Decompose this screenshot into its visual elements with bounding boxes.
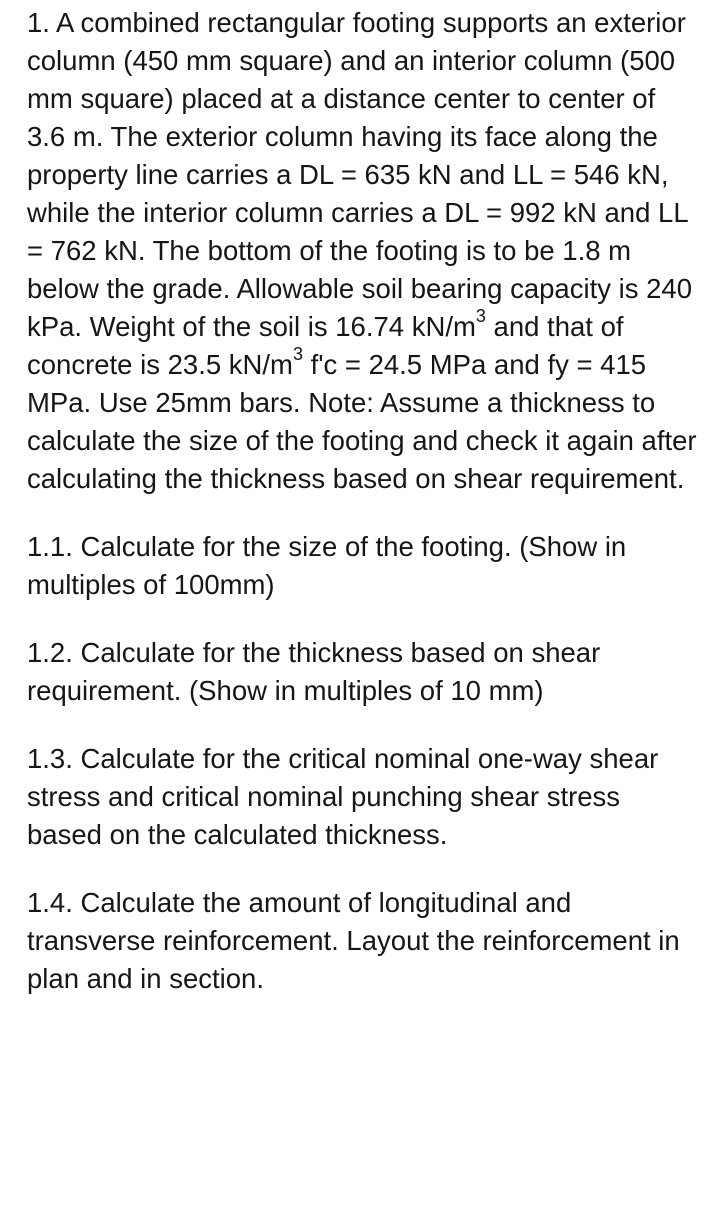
unit-exponent: 3 bbox=[292, 343, 303, 364]
problem-statement bbox=[27, 4, 697, 498]
document-body bbox=[27, 4, 697, 998]
question-1-3: 1.3. Calculate for the critical nominal one-way shear stress and critical nominal punching shear stress based on the calculated thickness. bbox=[27, 743, 659, 850]
problem-text-part-3: f'c = 24.5 MPa and fy = 415 MPa. Use 25mm bars. Note: Assume a thickness to calculate the size of the footing and check it again after calculating the thickness based on shear requirement. bbox=[27, 349, 697, 494]
question-1-4: 1.4. Calculate the amount of longitudinal and transverse reinforcement. Layout the reinforcement in plan and in section. bbox=[27, 887, 680, 994]
question-1-1: 1.1. Calculate for the size of the footing. (Show in multiples of 100mm) bbox=[27, 531, 627, 600]
problem-text-part-1: 1. A combined rectangular footing supports an exterior column (450 mm square) and an interior column (500 mm square) placed at a distance center to center of 3.6 m. The exterior column having its face along the property line carries a DL = 635 kN and LL = 546 kN, while the interior column carries a DL = 992 kN and LL = 762 kN. The bottom of the footing is to be 1.8 m below the grade. Allowable soil bearing capacity is 240 kPa. Weight of the soil is 16.74 kN/m bbox=[27, 7, 692, 342]
unit-exponent: 3 bbox=[475, 305, 486, 326]
question-1-2: 1.2. Calculate for the thickness based on shear requirement. (Show in multiples of 10 mm) bbox=[27, 637, 601, 706]
problem-text-part-2: and that of concrete is 23.5 kN/m bbox=[27, 311, 624, 380]
